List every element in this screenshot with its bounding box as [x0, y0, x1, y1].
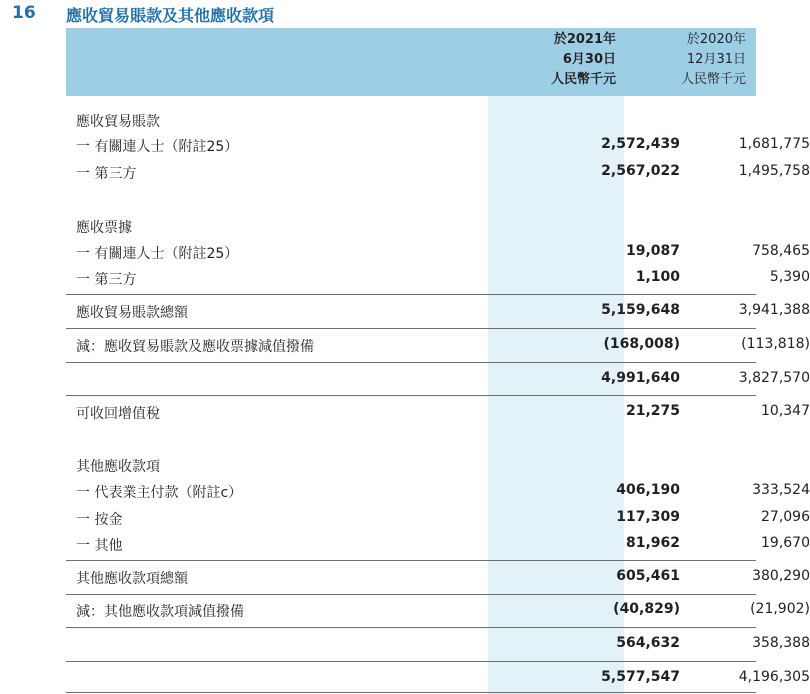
value-prior: 4,196,305 [738, 669, 810, 685]
row-label: 減：其他應收款項減值撥備 [76, 604, 244, 620]
table-row [66, 132, 810, 158]
value-current: 2,567,022 [601, 163, 680, 179]
divider [66, 560, 756, 561]
row-label: 一 第三方 [76, 272, 137, 288]
table-row [66, 564, 810, 590]
value-prior: 3,827,570 [738, 370, 810, 386]
row-label: 應收貿易賬款 [76, 114, 160, 130]
value-current: 2,572,439 [601, 136, 680, 152]
divider [66, 594, 756, 595]
divider [66, 294, 756, 295]
note-title: 應收貿易賬款及其他應收款項 [66, 6, 275, 25]
table-row [66, 265, 810, 291]
row-label: 一 按金 [76, 512, 123, 528]
row-label: 一 有關連人士（附註25） [76, 246, 239, 262]
row-label: 一 其他 [76, 538, 123, 554]
column-header-line: 於2021年 [553, 32, 616, 47]
value-prior: 10,347 [761, 403, 810, 419]
value-current: 406,190 [616, 482, 680, 498]
column-header-current [476, 30, 616, 90]
value-current: 81,962 [625, 535, 680, 551]
row-label: 可收回增值稅 [76, 406, 160, 422]
value-prior: 333,524 [752, 482, 810, 498]
table-row [66, 665, 810, 691]
column-header-line: 人民幣千元 [550, 72, 616, 87]
value-current: 5,159,648 [601, 302, 680, 318]
value-current: (168,008) [603, 336, 680, 352]
table-row [66, 239, 810, 265]
table-row [66, 159, 810, 185]
row-label: 一 代表業主付款（附註c） [76, 485, 243, 501]
table-row [66, 531, 810, 557]
value-prior: 27,096 [761, 509, 810, 525]
table-row [66, 597, 810, 623]
value-current: 117,309 [616, 509, 680, 525]
value-current: (40,829) [613, 601, 680, 617]
value-current: 1,100 [635, 269, 680, 285]
column-header-line: 6月30日 [562, 52, 616, 67]
value-current: 19,087 [625, 243, 680, 259]
divider [66, 395, 756, 396]
note-number: 16 [12, 3, 36, 23]
table-row [66, 399, 810, 425]
table-row [66, 332, 810, 358]
value-current: 5,577,547 [601, 669, 680, 685]
table-row [66, 452, 756, 478]
divider [66, 362, 756, 363]
value-current: 564,632 [616, 635, 680, 651]
divider [66, 328, 756, 329]
value-prior: 1,681,775 [738, 136, 810, 152]
value-prior: (21,902) [750, 601, 810, 617]
value-prior: 358,388 [752, 635, 810, 651]
note-header [0, 0, 790, 28]
column-header-line: 於2020年 [686, 32, 746, 47]
value-prior: 1,495,758 [738, 163, 810, 179]
row-label: 其他應收款項 [76, 459, 160, 475]
value-current: 21,275 [625, 403, 680, 419]
row-label: 應收票據 [76, 220, 132, 236]
table-row [66, 366, 810, 392]
table-row [66, 213, 756, 239]
row-label: 一 有關連人士（附註25） [76, 139, 239, 155]
table-row [66, 478, 810, 504]
value-current: 605,461 [616, 568, 680, 584]
row-label: 減：應收貿易賬款及應收票據減值撥備 [76, 339, 314, 355]
value-prior: 380,290 [752, 568, 810, 584]
value-prior: (113,818) [741, 336, 810, 352]
value-prior: 19,670 [761, 535, 810, 551]
column-header-line: 12月31日 [686, 52, 746, 67]
row-label: 其他應收款項總額 [76, 571, 188, 587]
value-prior: 3,941,388 [738, 302, 810, 318]
column-header-line: 人民幣千元 [680, 72, 746, 87]
divider [66, 692, 756, 693]
divider [66, 661, 756, 662]
table-row [66, 298, 810, 324]
column-header-prior [606, 30, 746, 90]
value-prior: 5,390 [769, 269, 810, 285]
table-row [66, 631, 810, 657]
row-label: 一 第三方 [76, 166, 137, 182]
value-current: 4,991,640 [601, 370, 680, 386]
value-prior: 758,465 [752, 243, 810, 259]
table-row [66, 505, 810, 531]
table-row [66, 107, 756, 133]
divider [66, 627, 756, 628]
row-label: 應收貿易賬款總額 [76, 305, 188, 321]
